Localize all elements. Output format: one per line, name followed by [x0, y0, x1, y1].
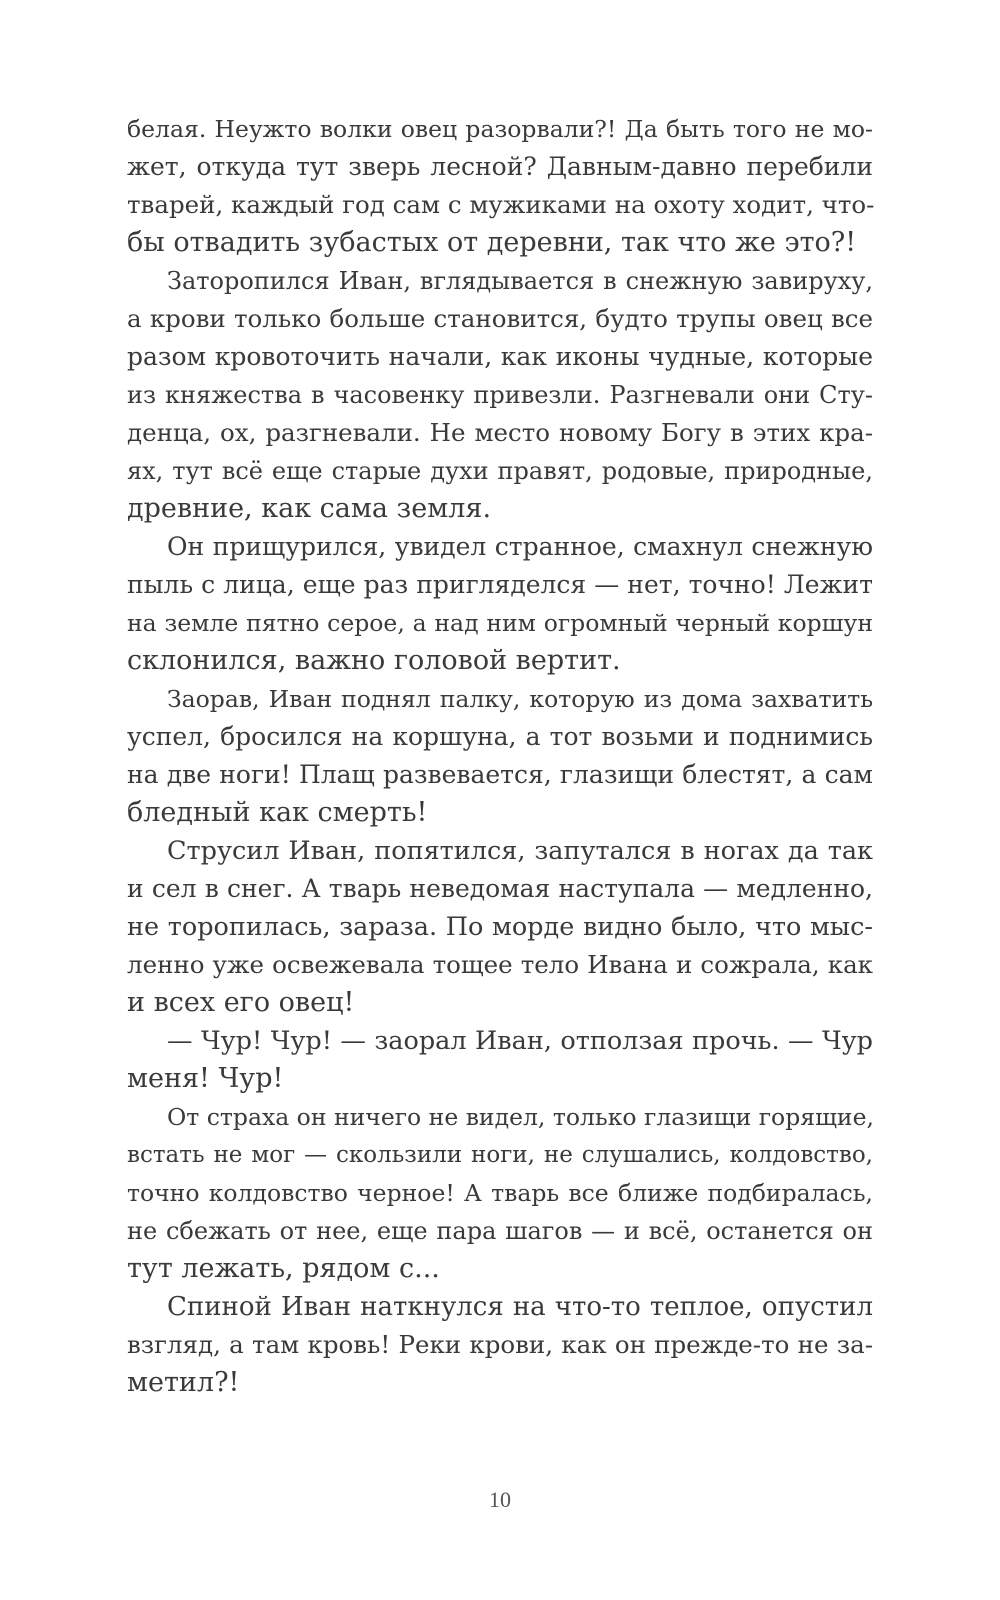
- text-line: на две ноги! Плащ развевается, глазищи блестят, а сам: [127, 760, 873, 789]
- text-line: бы отвадить зубастых от деревни, так что же это?!: [127, 227, 857, 258]
- paragraph: [127, 110, 873, 262]
- text-line: склонился, важно головой вертит.: [127, 645, 621, 676]
- text-line: Заторопился Иван, вглядывается в снежную завируху,: [167, 267, 873, 295]
- text-line: из княжества в часовенку привезли. Разгневали они Сту-: [127, 381, 873, 409]
- body-text: [127, 110, 873, 1402]
- paragraph: [127, 680, 873, 832]
- text-line: Заорав, Иван поднял палку, которую из дома захватить: [167, 685, 873, 713]
- paragraph: [127, 528, 873, 680]
- text-line: Он прищурился, увидел странное, смахнул снежную: [167, 532, 873, 561]
- paragraph: [127, 1022, 873, 1098]
- text-line: пыль с лица, еще раз пригляделся — нет, точно! Лежит: [127, 570, 873, 599]
- text-line: Струсил Иван, попятился, запутался в ногах да так: [167, 836, 873, 866]
- paragraph: [127, 262, 873, 528]
- text-line: От страха он ничего не видел, только глазищи горящие,: [167, 1103, 874, 1131]
- paragraph: [127, 1288, 873, 1402]
- text-line: — Чур! Чур! — заорал Иван, отползая прочь. — Чур: [167, 1026, 873, 1056]
- text-line: и сел в снег. А тварь неведомая наступала — медленно,: [127, 874, 873, 903]
- text-line: метил?!: [127, 1367, 240, 1398]
- text-line: меня! Чур!: [127, 1063, 284, 1094]
- text-line: а крови только больше становится, будто трупы овец все: [127, 304, 873, 333]
- text-line: разом кровоточить начали, как иконы чудные, которые: [127, 342, 873, 371]
- text-line: не сбежать от нее, еще пара шагов — и всё, останется он: [127, 1217, 873, 1245]
- text-line: ленно уже освежевала тощее тело Ивана и сожрала, как: [127, 950, 873, 979]
- text-line: бледный как смерть!: [127, 797, 428, 828]
- text-line: на земле пятно серое, а над ним огромный черный коршун: [127, 609, 873, 637]
- text-line: точно колдовство черное! А тварь все ближе подбиралась,: [127, 1179, 873, 1207]
- paragraph: [127, 832, 873, 1022]
- page-number: 10: [489, 1487, 511, 1512]
- text-line: ях, тут всё еще старые духи правят, родовые, природные,: [127, 457, 873, 485]
- text-line: денца, ох, разгневали. Не место новому Богу в этих кра-: [127, 418, 873, 447]
- text-line: древние, как сама земля.: [127, 493, 492, 524]
- text-line: белая. Неужто волки овец разорвали?! Да быть того не мо-: [127, 115, 873, 143]
- text-line: не торопилась, зараза. По морде видно было, что мыс-: [127, 912, 873, 942]
- paragraph: [127, 1098, 873, 1288]
- text-line: встать не мог — скользили ноги, не слушались, колдовство,: [127, 1142, 873, 1168]
- text-line: жет, откуда тут зверь лесной? Давным-давно перебили: [127, 152, 873, 181]
- text-line: тут лежать, рядом с...: [127, 1253, 440, 1284]
- text-line: успел, бросился на коршуна, а тот возьми и поднимись: [127, 722, 873, 751]
- text-line: тварей, каждый год сам с мужиками на охоту ходит, что-: [127, 190, 875, 219]
- text-line: и всех его овец!: [127, 987, 355, 1018]
- text-line: взгляд, а там кровь! Реки крови, как он прежде-то не за-: [127, 1330, 873, 1359]
- text-line: Спиной Иван наткнулся на что-то теплое, опустил: [167, 1292, 873, 1322]
